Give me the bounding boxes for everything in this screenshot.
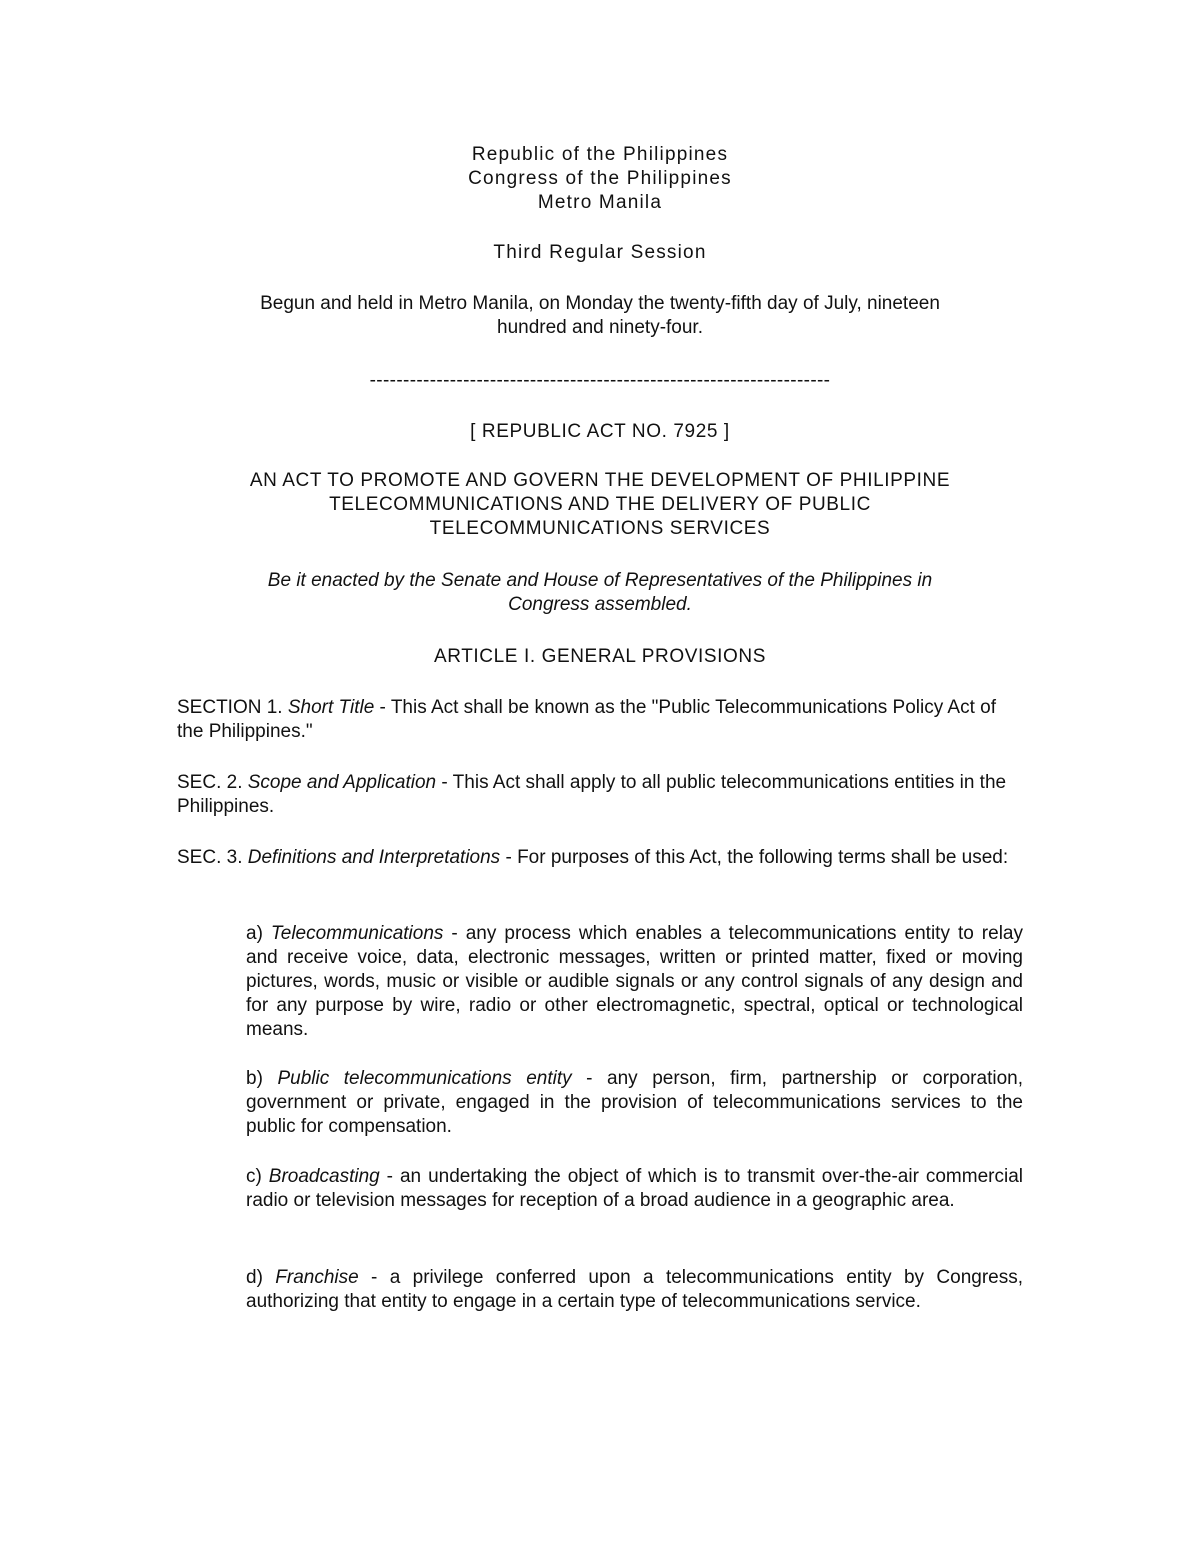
definition-b-label: b) — [246, 1068, 278, 1089]
begun-statement — [150, 292, 1050, 340]
section-2-title: Scope and Application — [247, 772, 437, 793]
section-2-label: SEC. 2. — [177, 772, 248, 793]
definition-b — [246, 1067, 1023, 1139]
section-1-text: - This Act shall be known as the "Public Telecommunications Policy Act of the Philippines." — [177, 697, 997, 742]
session-heading: Third Regular Session — [493, 242, 707, 263]
definition-c — [246, 1165, 1023, 1213]
section-3 — [177, 846, 1023, 870]
enacting-line-2: Congress assembled. — [508, 594, 692, 615]
act-title — [150, 469, 1050, 541]
begun-line-2: hundred and ninety-four. — [497, 317, 703, 338]
definition-a-label: a) — [246, 923, 271, 944]
enacting-line-1: Be it enacted by the Senate and House of Representatives of the Philippines in — [267, 570, 933, 591]
header-location: Metro Manila — [537, 192, 663, 213]
definition-c-text: - an undertaking the object of which is to transmit over-the-air commercial radio or television messages for reception of a broad audience in a geographic area. — [246, 1166, 1023, 1211]
definition-a — [246, 922, 1023, 1042]
definition-d-term: Franchise — [275, 1267, 359, 1288]
header-congress: Congress of the Philippines — [468, 168, 732, 189]
divider-rule: --------------------------------------------------------------------- — [369, 370, 831, 391]
section-3-label: SEC. 3. — [177, 847, 248, 868]
definition-a-term: Telecommunications — [270, 923, 444, 944]
definition-a-text: - any process which enables a telecommunications entity to relay and receive voice, data, electronic messages, written or printed matter, fixed or moving pictures, words, music or visible or audible signals or any control signals of any design and for any purpose by wire, radio or other electromagnetic, spectral, optical or technological means. — [246, 923, 1023, 1040]
article-heading: ARTICLE I. GENERAL PROVISIONS — [433, 646, 767, 667]
act-title-line-1: AN ACT TO PROMOTE AND GOVERN THE DEVELOPMENT OF PHILIPPINE — [249, 470, 951, 491]
act-title-line-2: TELECOMMUNICATIONS AND THE DELIVERY OF PUBLIC — [329, 494, 871, 515]
begun-line-1: Begun and held in Metro Manila, on Monday the twenty-fifth day of July, nineteen — [260, 293, 940, 314]
definition-d-text: - a privilege conferred upon a telecommunications entity by Congress, authorizing that entity to engage in a certain type of telecommunications service. — [246, 1267, 1023, 1312]
enacting-clause — [150, 569, 1050, 617]
section-3-text: - For purposes of this Act, the following terms shall be used: — [500, 847, 1009, 868]
definition-d — [246, 1266, 1023, 1314]
section-1 — [177, 696, 1023, 744]
section-2 — [177, 771, 1023, 819]
definition-d-label: d) — [246, 1267, 276, 1288]
section-2-text: - This Act shall apply to all public telecommunications entities in the Philippines. — [177, 772, 1007, 817]
act-title-line-3: TELECOMMUNICATIONS SERVICES — [429, 518, 771, 539]
section-1-label: SECTION 1. — [177, 697, 288, 718]
section-1-title: Short Title — [287, 697, 375, 718]
definition-b-text: - any person, firm, partnership or corporation, government or private, engaged in the provision of telecommunications services to the public for compensation. — [246, 1068, 1023, 1137]
header-republic: Republic of the Philippines — [471, 144, 729, 165]
section-3-title: Definitions and Interpretations — [247, 847, 501, 868]
definition-c-term: Broadcasting — [268, 1166, 380, 1187]
header-block — [150, 143, 1050, 215]
act-number: [ REPUBLIC ACT NO. 7925 ] — [470, 421, 730, 442]
definition-b-term: Public telecommunications entity — [277, 1068, 572, 1089]
definition-c-label: c) — [246, 1166, 269, 1187]
